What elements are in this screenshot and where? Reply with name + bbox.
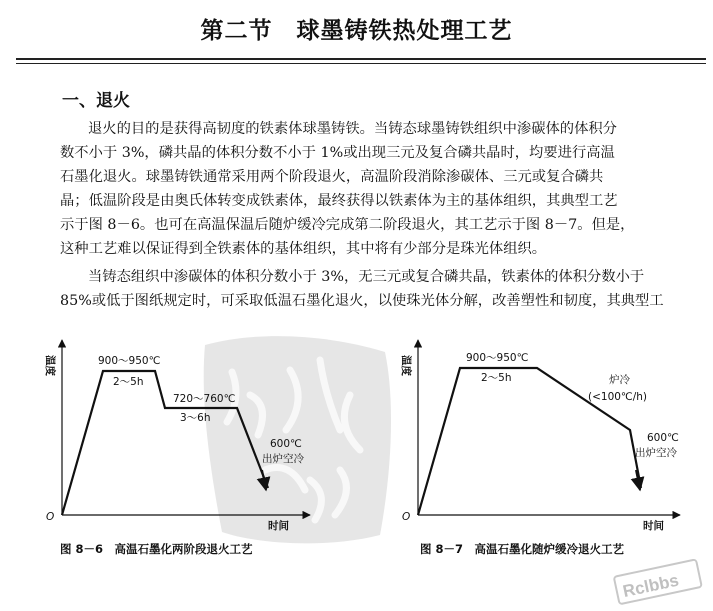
figure-caption: 图 8－6 高温石墨化两阶段退火工艺 xyxy=(60,542,253,556)
text-line: 示于图 8－6。也可在高温保温后随炉缓冷完成第二阶段退火，其工艺示于图 8－7。但是， xyxy=(60,217,635,233)
text-line: 这种工艺难以保证得到全铁素体的基体组织，其中将有少部分是珠光体组织。 xyxy=(60,241,547,257)
stage1-temp-label: 900～950℃ xyxy=(466,352,529,364)
stage1-time-label: 2～5h xyxy=(113,376,144,388)
end-note-label: 出炉空冷 xyxy=(635,447,677,459)
text-line: 退火的目的是获得高韧度的铁素体球墨铸铁。当铸态球墨铸铁组织中渗碳体的体积分 xyxy=(88,121,617,137)
cool-label: 炉冷 xyxy=(609,374,630,386)
stage2-time-label: 3～6h xyxy=(180,412,211,424)
section-title: 第二节 球墨铸铁热处理工艺 xyxy=(200,17,513,44)
figure-caption: 图 8－7 高温石墨化随炉缓冷退火工艺 xyxy=(420,542,625,556)
y-axis-label: 温度 xyxy=(400,355,412,376)
text-line: 当铸态组织中渗碳体的体积分数小于 3%，无三元或复合磷共晶，铁素体的体积分数小于 xyxy=(88,269,645,285)
stage1-time-label: 2～5h xyxy=(481,372,512,384)
text-line: 晶；低温阶段是由奥氏体转变成铁素体，最终获得以铁素体为主的基体组织，其典型工艺 xyxy=(60,193,618,209)
x-axis-label: 时间 xyxy=(268,520,289,532)
x-axis-label: 时间 xyxy=(643,520,664,532)
y-axis-label: 温度 xyxy=(44,355,56,376)
text-line: 数不小于 3%，磷共晶的体积分数不小于 1%或出现三元及复合磷共晶时，均要进行高温 xyxy=(60,145,615,161)
watermark-badge xyxy=(614,559,702,604)
watermark-text: Rclbbs xyxy=(621,570,681,602)
figure-8-7 xyxy=(400,340,680,556)
end-note-label: 出炉空冷 xyxy=(262,453,304,465)
text-line: 85%或低于图纸规定时，可采取低温石墨化退火，以使珠光体分解，改善塑性和韧度，其典型工 xyxy=(60,293,664,309)
cool-rate-label: (<100℃/h) xyxy=(588,391,648,403)
text-line: 石墨化退火。球墨铸铁通常采用两个阶段退火，高温阶段消除渗碳体、三元或复合磷共 xyxy=(60,169,604,185)
stage1-temp-label: 900～950℃ xyxy=(98,355,161,367)
subsection-heading: 一、退火 xyxy=(62,91,130,111)
origin-label: O xyxy=(46,511,55,523)
origin-label: O xyxy=(402,511,411,523)
end-temp-label: 600℃ xyxy=(270,438,302,450)
stage2-temp-label: 720～760℃ xyxy=(173,393,236,405)
end-temp-label: 600℃ xyxy=(647,432,679,444)
